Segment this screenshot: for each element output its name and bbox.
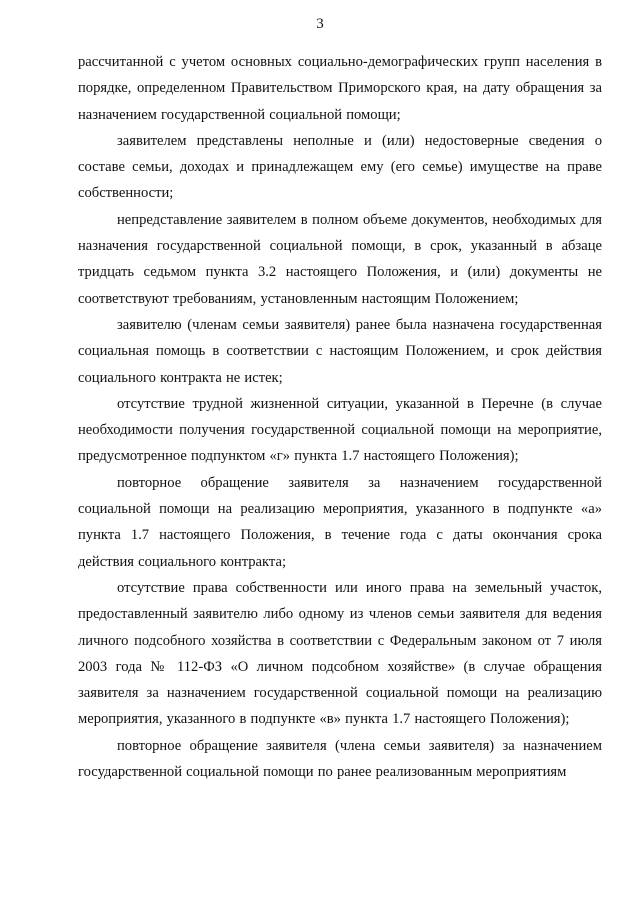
paragraph-no-land-rights: отсутствие права собственности или иного права на земельный участок, предоставленный заявителю либо одному из членов семьи заявителя для ведения личного подсобного хозяйства в соответствии с Федеральным законом от 7 июля 2003 года № 112-ФЗ «О личном подсобном хозяйстве» (в случае обращения заявителя за назначением государственной социальной помощи на реализацию мероприятия, указанного в подпункте «в» пункта 1.7 настоящего Положения); [78,579,602,728]
paragraph-incomplete-info: заявителем представлены неполные и (или) недостоверные сведения о составе семьи, доходах и принадлежащем ему (его семье) имуществе на праве собственности; [78,132,602,202]
paragraph-previously-assigned: заявителю (членам семьи заявителя) ранее была назначена государственная социальная помощь в соответствии с настоящим Положением, и срок действия социального контракта не истек; [78,316,602,386]
paragraph-repeat-family-application: повторное обращение заявителя (члена семьи заявителя) за назначением государственной социальной помощи по ранее реализованным мероприятиям [78,737,602,781]
paragraph-repeat-application: повторное обращение заявителя за назначением государственной социальной помощи на реализацию мероприятия, указанного в подпункте «а» пункта 1.7 настоящего Положения, в течение года с даты окончания срока действия социального контракта; [78,474,602,570]
page-number: 3 [316,16,324,32]
paragraph-continuation: рассчитанной с учетом основных социально-демографических групп населения в порядке, определенном Правительством Приморского края, на дату обращения за назначением государственной социальной помощи; [78,54,602,123]
paragraph-missing-documents: непредставление заявителем в полном объеме документов, необходимых для назначения государственной социальной помощи, в срок, указанный в абзаце тридцать седьмом пункта 3.2 настоящего Положения, и (или) документы не соответствуют требованиям, установленным настоящим Положением; [78,211,602,307]
paragraph-no-hardship: отсутствие трудной жизненной ситуации, указанной в Перечне (в случае необходимости получения государственной социальной помощи на мероприятие, предусмотренное подпунктом «г» пункта 1.7 настоящего Положения); [78,395,602,465]
document-body [78,49,602,785]
